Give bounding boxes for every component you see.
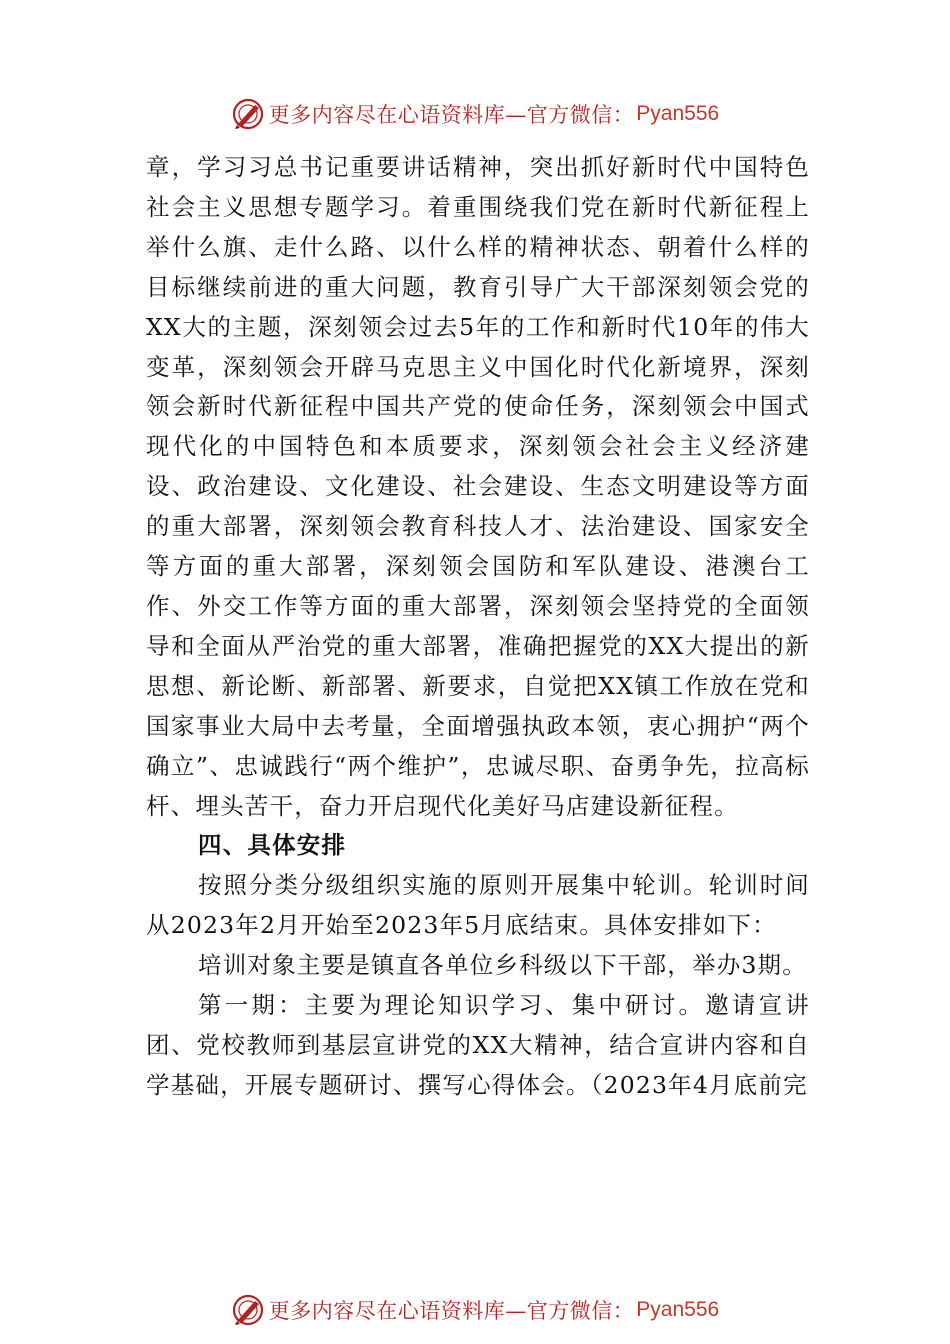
paragraph-phase-one: 第一期：主要为理论知识学习、集中研讨。邀请宣讲团、党校教师到基层宣讲党的XX大精神，结合宣讲内容和自学基础，开展专题研讨、撰写心得体会。（2023年4月底前完: [146, 991, 810, 1099]
pen-seal-icon: [231, 97, 265, 131]
banner-text: 更多内容尽在心语资料库—官方微信：: [268, 1299, 635, 1323]
banner-wechat-id: Pyan556: [636, 1298, 720, 1321]
section-heading-arrangement: 四、具体安排: [198, 831, 347, 860]
paragraph-training-schedule: 按照分类分级组织实施的原则开展集中轮训。轮训时间从2023年2月开始至2023年5月底结束。具体安排如下：: [146, 871, 810, 940]
paragraph-training-targets: 培训对象主要是镇直各单位乡科级以下干部，举办3期。: [198, 951, 807, 980]
banner-wechat-id: Pyan556: [636, 102, 720, 125]
banner-text: 更多内容尽在心语资料库—官方微信：: [268, 103, 635, 127]
document-body: [146, 148, 810, 1106]
footer-banner: [0, 1290, 950, 1330]
pen-seal-icon: [231, 1293, 265, 1327]
paragraph-study-content: 章，学习习总书记重要讲话精神，突出抓好新时代中国特色社会主义思想专题学习。着重围绕我们党在新时代新征程上举什么旗、走什么路、以什么样的精神状态、朝着什么样的目标继续前进的重大问题，教育引导广大干部深刻领会党的XX大的主题，深刻领会过去5年的工作和新时代10年的伟大变革，深刻领会开辟马克思主义中国化时代化新境界，深刻领会新时代新征程中国共产党的使命任务，深刻领会中国式现代化的中国特色和本质要求，深刻领会社会主义经济建设、政治建设、文化建设、社会建设、生态文明建设等方面的重大部署，深刻领会教育科技人才、法治建设、国家安全等方面的重大部署，深刻领会国防和军队建设、港澳台工作、外交工作等方面的重大部署，深刻领会坚持党的全面领导和全面从严治党的重大部署，准确把握党的XX大提出的新思想、新论断、新部署、新要求，自觉把XX镇工作放在党和国家事业大局中去考量，全面增强执政本领，衷心拥护“两个确立”、忠诚践行“两个维护”，忠诚尽职、奋勇争先，拉高标杆、埋头苦干，奋力开启现代化美好马店建设新征程。: [146, 153, 810, 820]
header-banner: [0, 94, 950, 134]
